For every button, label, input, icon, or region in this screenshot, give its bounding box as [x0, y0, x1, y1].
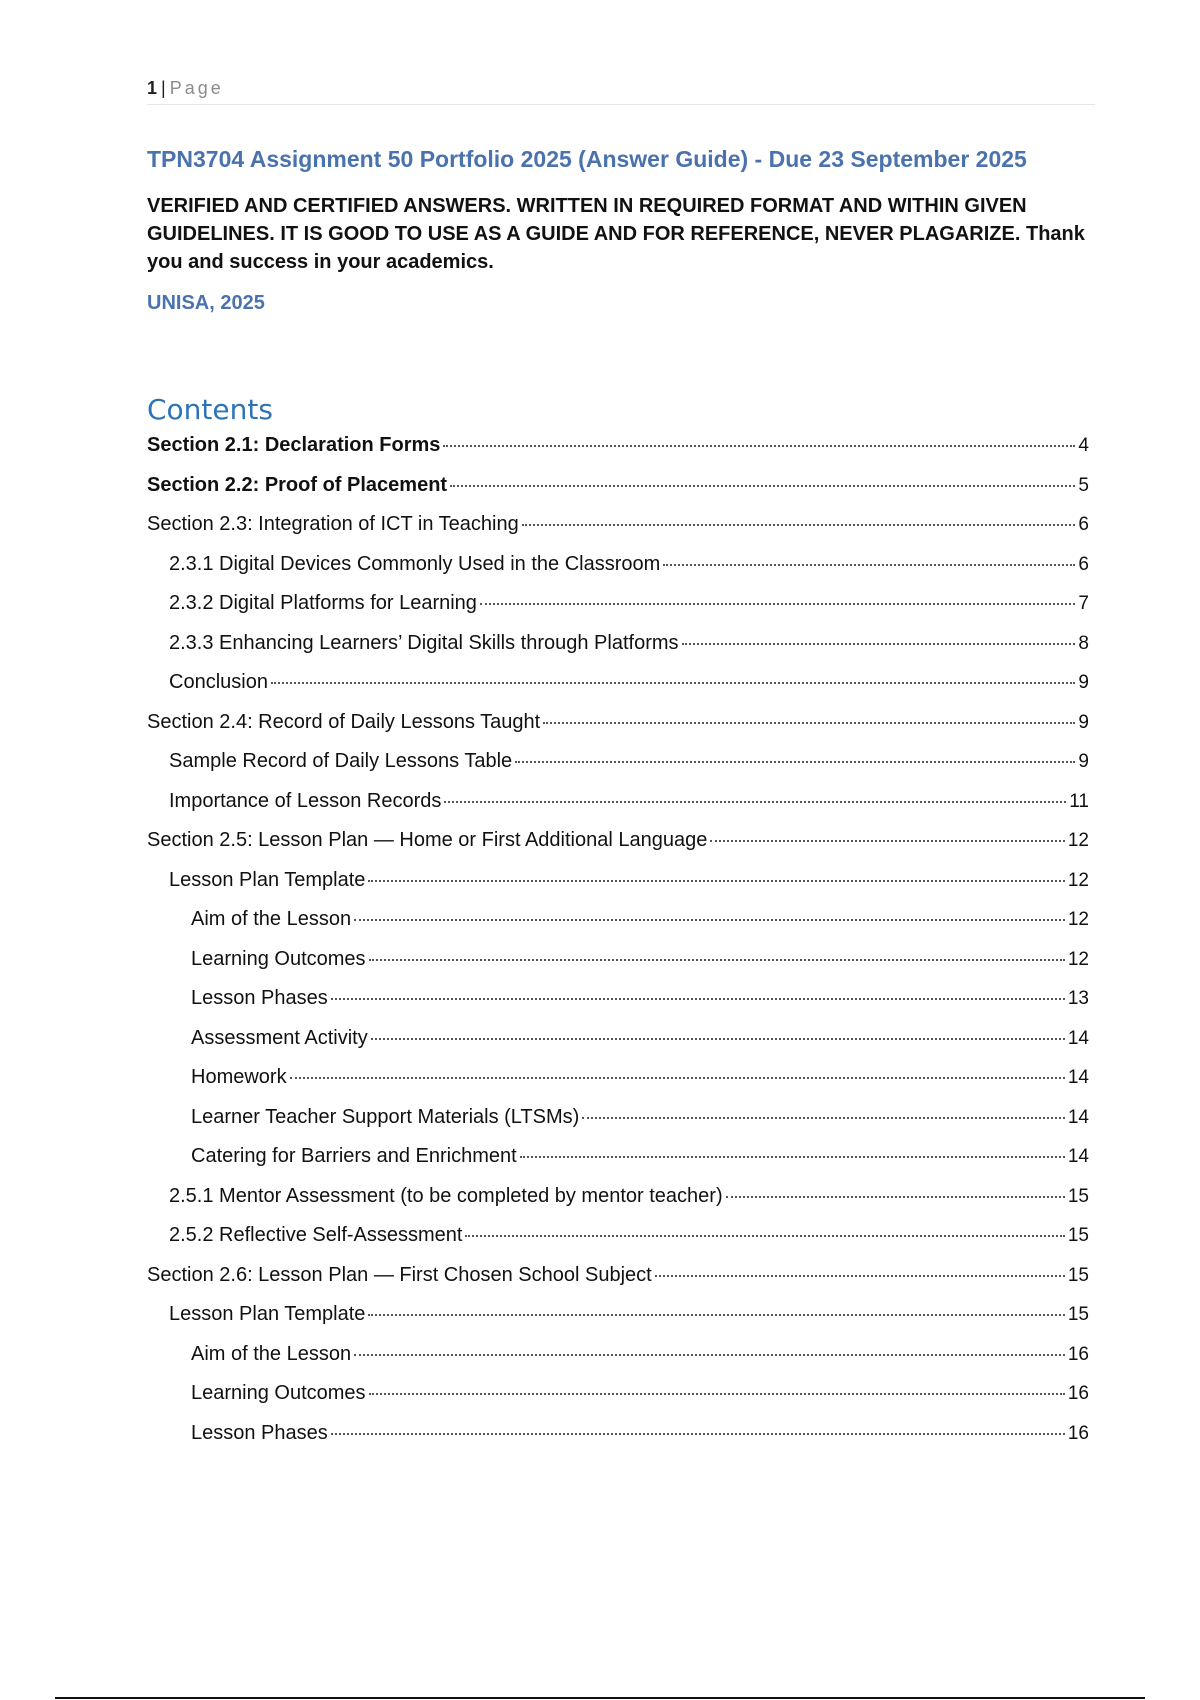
toc-dot-leader	[726, 1196, 1065, 1198]
toc-dot-leader	[331, 1433, 1065, 1435]
toc-dot-leader	[271, 682, 1075, 684]
toc-entry-title: Lesson Plan Template	[169, 1303, 366, 1325]
toc-dot-leader	[520, 1156, 1065, 1158]
toc-entry-page: 5	[1078, 474, 1089, 496]
toc-entry[interactable]	[147, 430, 1089, 470]
toc-entry-page: 16	[1067, 1422, 1089, 1444]
toc-dot-leader	[354, 1354, 1065, 1356]
toc-entry-page: 12	[1067, 948, 1089, 970]
toc-entry-page: 12	[1067, 869, 1089, 891]
toc-entry-title: Section 2.2: Proof of Placement	[147, 473, 448, 496]
toc-entry-title: Lesson Phases	[191, 1421, 328, 1444]
toc-entry[interactable]	[147, 1062, 1089, 1102]
toc-entry-page: 9	[1078, 711, 1089, 733]
toc-entry-title: Conclusion	[169, 671, 268, 693]
toc-entry-page: 15	[1067, 1264, 1089, 1286]
toc-dot-leader	[290, 1077, 1065, 1079]
toc-entry-title: Learning Outcomes	[191, 947, 366, 970]
toc-entry[interactable]	[147, 904, 1089, 944]
toc-entry[interactable]	[147, 470, 1089, 510]
toc-entry-page: 14	[1067, 1106, 1089, 1128]
toc-dot-leader	[710, 840, 1065, 842]
toc-entry-title: Aim of the Lesson	[191, 1342, 352, 1365]
toc-entry[interactable]	[147, 786, 1089, 826]
toc-entry-page: 15	[1067, 1225, 1089, 1246]
toc-entry-title: Section 2.6: Lesson Plan — First Chosen School Subject	[147, 1263, 652, 1286]
toc-entry[interactable]	[147, 944, 1089, 984]
toc-entry[interactable]	[147, 1023, 1089, 1063]
toc-entry-page: 12	[1067, 909, 1089, 930]
toc-entry-title: Sample Record of Daily Lessons Table	[169, 750, 513, 772]
toc-entry-page: 14	[1067, 1146, 1089, 1167]
toc-entry[interactable]	[147, 1141, 1089, 1181]
toc-entry-title: Catering for Barriers and Enrichment	[191, 1145, 517, 1167]
toc-entry-page: 15	[1067, 1304, 1089, 1325]
toc-entry-title: Section 2.3: Integration of ICT in Teaching	[147, 513, 519, 535]
toc-entry-title: 2.3.3 Enhancing Learners’ Digital Skills through Platforms	[169, 631, 679, 654]
toc-entry[interactable]	[147, 707, 1089, 747]
page-word: Page	[169, 78, 224, 98]
toc-entry-title: 2.5.2 Reflective Self-Assessment	[169, 1224, 463, 1246]
toc-entry-title: Learner Teacher Support Materials (LTSMs)	[191, 1105, 580, 1128]
toc-entry-title: Section 2.5: Lesson Plan — Home or First Additional Language	[147, 829, 708, 851]
toc-entry-page: 6	[1078, 553, 1089, 575]
toc-entry-title: Lesson Phases	[191, 987, 328, 1009]
toc-dot-leader	[369, 1393, 1065, 1395]
toc-entry[interactable]	[147, 509, 1089, 549]
toc-entry[interactable]	[147, 1418, 1089, 1458]
toc-entry[interactable]	[147, 1102, 1089, 1142]
toc-dot-leader	[369, 959, 1065, 961]
toc-dot-leader	[655, 1275, 1065, 1277]
toc-dot-leader	[444, 801, 1066, 803]
toc-dot-leader	[368, 880, 1064, 882]
toc-entry[interactable]	[147, 1378, 1089, 1418]
toc-entry-page: 15	[1067, 1185, 1089, 1207]
toc-entry-title: Aim of the Lesson	[191, 908, 352, 930]
toc-dot-leader	[331, 998, 1065, 1000]
toc-entry-page: 13	[1067, 988, 1089, 1009]
toc-dot-leader	[450, 485, 1075, 487]
toc-entry-page: 9	[1078, 672, 1089, 693]
toc-dot-leader	[368, 1314, 1064, 1316]
toc-entry[interactable]	[147, 588, 1089, 628]
toc-entry-title: Section 2.4: Record of Daily Lessons Taught	[147, 710, 541, 733]
toc-entry-title: Homework	[191, 1066, 287, 1088]
toc-dot-leader	[443, 445, 1075, 447]
toc-dot-leader	[480, 603, 1075, 605]
toc-entry-title: Section 2.1: Declaration Forms	[147, 434, 441, 456]
toc-entry[interactable]	[147, 1260, 1089, 1300]
toc-entry-page: 12	[1067, 830, 1089, 851]
toc-entry-title: 2.5.1 Mentor Assessment (to be completed by mentor teacher)	[169, 1184, 723, 1207]
toc-dot-leader	[371, 1038, 1065, 1040]
toc-entry-page: 7	[1078, 593, 1089, 614]
toc-entry-page: 4	[1078, 435, 1089, 456]
toc-entry[interactable]	[147, 549, 1089, 589]
toc-entry-title: 2.3.1 Digital Devices Commonly Used in the Classroom	[169, 552, 661, 575]
table-of-contents	[147, 430, 1089, 1457]
toc-entry-title: 2.3.2 Digital Platforms for Learning	[169, 592, 477, 614]
intro-text: VERIFIED AND CERTIFIED ANSWERS. WRITTEN IN REQUIRED FORMAT AND WITHIN GIVEN GUIDELINES. IT IS GOOD TO USE AS A GUIDE AND FOR REFERENCE, NEVER PLAGARIZE. Thank you and success in your academics.	[147, 195, 1085, 273]
page-header	[147, 76, 1095, 105]
toc-dot-leader	[465, 1235, 1064, 1237]
toc-entry-title: Importance of Lesson Records	[169, 789, 442, 812]
toc-dot-leader	[663, 564, 1075, 566]
toc-entry[interactable]	[147, 667, 1089, 707]
toc-entry-page: 8	[1078, 632, 1089, 654]
toc-entry[interactable]	[147, 1220, 1089, 1260]
toc-entry[interactable]	[147, 1299, 1089, 1339]
university-line: UNISA, 2025	[147, 292, 265, 314]
toc-entry-page: 14	[1067, 1027, 1089, 1049]
document-title: TPN3704 Assignment 50 Portfolio 2025 (Answer Guide) - Due 23 September 2025	[147, 146, 1027, 172]
toc-dot-leader	[543, 722, 1075, 724]
toc-entry[interactable]	[147, 983, 1089, 1023]
toc-entry-title: Learning Outcomes	[191, 1382, 366, 1404]
toc-entry-page: 16	[1067, 1383, 1089, 1404]
toc-entry-page: 9	[1078, 751, 1089, 772]
toc-entry-page: 6	[1078, 514, 1089, 535]
toc-dot-leader	[522, 524, 1076, 526]
toc-entry[interactable]	[147, 865, 1089, 905]
toc-entry[interactable]	[147, 746, 1089, 786]
contents-heading: Contents	[147, 393, 273, 426]
toc-entry[interactable]	[147, 628, 1089, 668]
toc-dot-leader	[515, 761, 1075, 763]
toc-entry-title: Assessment Activity	[191, 1026, 368, 1049]
page-separator: |	[161, 78, 166, 98]
toc-entry[interactable]	[147, 825, 1089, 865]
toc-dot-leader	[582, 1117, 1065, 1119]
toc-entry-page: 14	[1067, 1067, 1089, 1088]
bottom-rule	[55, 1697, 1145, 1699]
toc-entry[interactable]	[147, 1181, 1089, 1221]
toc-entry-page: 11	[1069, 790, 1089, 812]
toc-entry-page: 16	[1067, 1343, 1089, 1365]
toc-dot-leader	[682, 643, 1076, 645]
page-number: 1	[147, 78, 158, 98]
toc-entry[interactable]	[147, 1339, 1089, 1379]
toc-entry-title: Lesson Plan Template	[169, 868, 366, 891]
toc-dot-leader	[354, 919, 1065, 921]
